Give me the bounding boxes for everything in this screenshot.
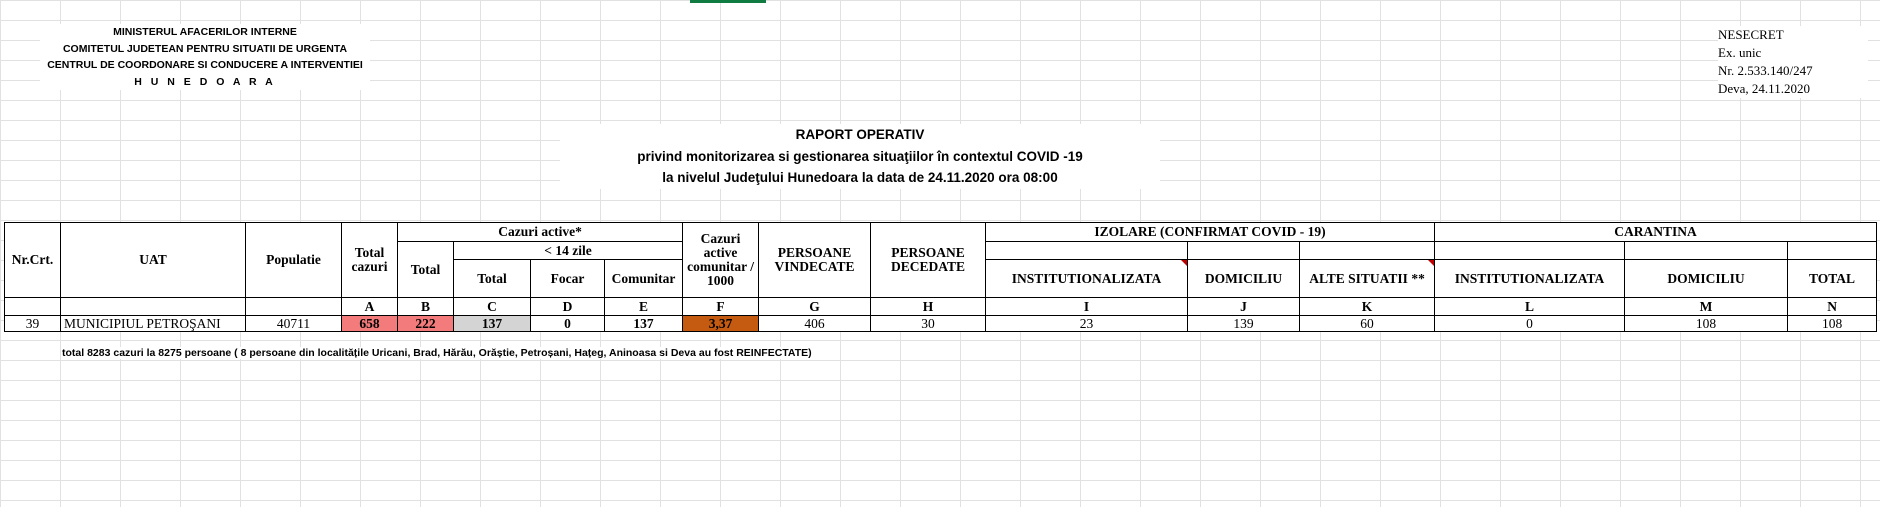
header-carantina-spacer-3: [1788, 242, 1877, 260]
copy-count: Ex. unic: [1718, 45, 1762, 60]
header-car-institutionalizata: INSTITUTIONALIZATA: [1435, 260, 1625, 298]
report-table: [4, 222, 1877, 332]
ministry-header: [40, 24, 370, 90]
header-izolare: IZOLARE (CONFIRMAT COVID - 19): [986, 223, 1435, 242]
cell-iz-domiciliu[interactable]: 139: [1188, 316, 1300, 332]
header-total-cazuri: Total cazuri: [342, 223, 398, 298]
letter-blank-3: [246, 298, 342, 316]
cell-vindecate[interactable]: 406: [759, 316, 871, 332]
letter-h: H: [871, 298, 986, 316]
header-nr-crt: Nr.Crt.: [5, 223, 61, 298]
cell-comunitar[interactable]: 137: [605, 316, 683, 332]
header-sub-14-zile: < 14 zile: [454, 242, 683, 260]
letter-blank-1: [5, 298, 61, 316]
letter-k: K: [1300, 298, 1435, 316]
letter-c: C: [454, 298, 531, 316]
letter-n: N: [1788, 298, 1877, 316]
cell-car-institutionalizata[interactable]: 0: [1435, 316, 1625, 332]
header-car-total: TOTAL: [1788, 260, 1877, 298]
letter-blank-2: [61, 298, 246, 316]
header-cazuri-active-comunitar: Cazuri active comunitar / 1000: [683, 223, 759, 298]
report-title: [560, 124, 1160, 189]
header-comunitar: Comunitar: [605, 260, 683, 298]
letter-g: G: [759, 298, 871, 316]
header-izolare-spacer-3: [1300, 242, 1435, 260]
header-uat: UAT: [61, 223, 246, 298]
header-iz-institutionalizata: INSTITUTIONALIZATA: [986, 260, 1188, 298]
header-carantina-spacer-2: [1625, 242, 1788, 260]
table-row: [5, 316, 1877, 332]
header-focar: Focar: [531, 260, 605, 298]
cell-total-cazuri[interactable]: 658: [342, 316, 398, 332]
ministry-line-4: H U N E D O A R A: [134, 75, 276, 88]
letter-d: D: [531, 298, 605, 316]
header-populatie: Populatie: [246, 223, 342, 298]
cell-decedate[interactable]: 30: [871, 316, 986, 332]
ministry-line-1: MINISTERUL AFACERILOR INTERNE: [113, 26, 297, 38]
document-date: Deva, 24.11.2020: [1718, 81, 1810, 96]
letter-a: A: [342, 298, 398, 316]
header-active-total: Total: [398, 242, 454, 298]
cell-car-domiciliu[interactable]: 108: [1625, 316, 1788, 332]
letter-b: B: [398, 298, 454, 316]
header-carantina-spacer-1: [1435, 242, 1625, 260]
header-izolare-spacer-2: [1188, 242, 1300, 260]
cell-focar[interactable]: 0: [531, 316, 605, 332]
header-iz-alte-situatii: ALTE SITUATII **: [1300, 260, 1435, 298]
cell-iz-institutionalizata[interactable]: 23: [986, 316, 1188, 332]
selected-cell-indicator: [690, 0, 766, 3]
cell-uat[interactable]: MUNICIPIUL PETROŞANI: [61, 316, 246, 332]
ministry-line-2: COMITETUL JUDETEAN PENTRU SITUATII DE URGENTA: [62, 42, 348, 55]
document-number: Nr. 2.533.140/247: [1718, 63, 1813, 78]
header-c-total: Total: [454, 260, 531, 298]
header-car-domiciliu: DOMICILIU: [1625, 260, 1788, 298]
header-iz-domiciliu: DOMICILIU: [1188, 260, 1300, 298]
footnote[interactable]: total 8283 cazuri la 8275 persoane ( 8 persoane din localitățile Uricani, Brad, Hărău, Orăștie, Petroșani, Hațeg, Aninoasa si Deva au fost REINFECTATE): [62, 347, 812, 359]
cell-iz-alte[interactable]: 60: [1300, 316, 1435, 332]
header-izolare-spacer-1: [986, 242, 1188, 260]
classification-level: NESECRET: [1718, 27, 1784, 42]
header-persoane-decedate: PERSOANE DECEDATE: [871, 223, 986, 298]
letter-i: I: [986, 298, 1188, 316]
header-cazuri-active: Cazuri active*: [398, 223, 683, 242]
cell-per-1000[interactable]: 3,37: [683, 316, 759, 332]
title-line-2: privind monitorizarea si gestionarea situaţiilor în contextul COVID -19: [637, 148, 1083, 164]
ministry-line-3: CENTRUL DE COORDONARE SI CONDUCERE A INTERVENTIEI: [47, 59, 363, 71]
cell-populatie[interactable]: 40711: [246, 316, 342, 332]
cell-active-total[interactable]: 222: [398, 316, 454, 332]
cell-c-total[interactable]: 137: [454, 316, 531, 332]
letter-j: J: [1188, 298, 1300, 316]
letter-m: M: [1625, 298, 1788, 316]
cell-car-total[interactable]: 108: [1788, 316, 1877, 332]
classification-block: [1718, 26, 1868, 98]
letter-f: F: [683, 298, 759, 316]
title-line-1: RAPORT OPERATIV: [795, 127, 925, 142]
header-persoane-vindecate: PERSOANE VINDECATE: [759, 223, 871, 298]
cell-nr[interactable]: 39: [5, 316, 61, 332]
letter-e: E: [605, 298, 683, 316]
header-carantina: CARANTINA: [1435, 223, 1877, 242]
title-line-3: la nivelul Judeţului Hunedoara la data de 24.11.2020 ora 08:00: [662, 170, 1058, 185]
letter-l: L: [1435, 298, 1625, 316]
